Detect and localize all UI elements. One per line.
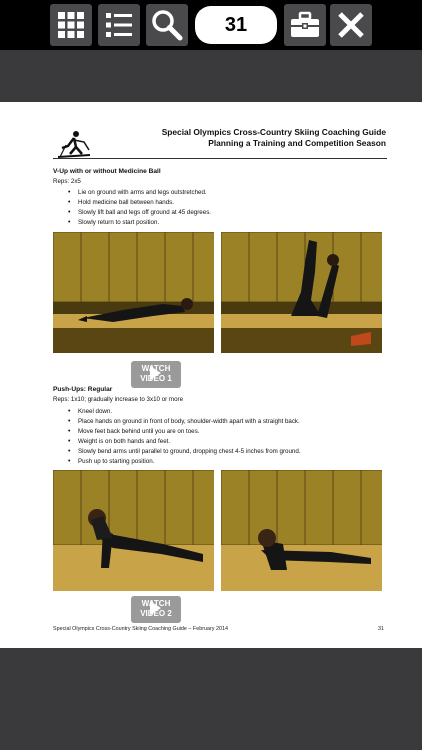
v-up-photo-2 <box>221 232 382 353</box>
page-footer-number: 31 <box>378 626 384 632</box>
search-icon <box>151 9 183 41</box>
watch-video-1-label-line2: VIDEO 1 <box>140 374 172 383</box>
watch-video-2-label-line2: VIDEO 2 <box>140 609 172 618</box>
page-number-field[interactable]: 31 <box>195 6 277 44</box>
grid-view-button[interactable] <box>50 4 92 46</box>
search-button[interactable] <box>146 4 188 46</box>
play-icon[interactable] <box>150 601 161 615</box>
list-item: • Slowly lift ball and legs off ground at 45 degrees. <box>68 208 211 218</box>
grid-icon <box>56 10 86 40</box>
push-up-photo-1 <box>53 470 214 591</box>
header-title: Special Olympics Cross-Country Skiing Coaching Guide <box>161 127 386 137</box>
section-reps-v-up: Reps: 2x5 <box>53 178 81 185</box>
list-item: • Weight is on both hands and feet. <box>68 437 301 447</box>
toolbox-icon <box>289 10 321 40</box>
top-band <box>0 50 422 102</box>
watch-video-2-label-line1: WATCH <box>141 599 171 608</box>
play-icon[interactable] <box>150 366 161 380</box>
list-item: • Slowly return to start position. <box>68 218 211 228</box>
list-item: • Place hands on ground in front of body, shoulder-width apart with a straight back. <box>68 417 301 427</box>
bottom-band <box>0 648 422 750</box>
close-icon <box>336 10 366 40</box>
list-item: • Slowly bend arms until parallel to ground, dropping chest 4-5 inches from ground. <box>68 447 301 457</box>
header-divider <box>53 158 387 159</box>
cross-country-skier-icon <box>56 130 92 160</box>
list-item: • Lie on ground with arms and legs outstretched. <box>68 188 211 198</box>
list-item: • Push up to starting position. <box>68 457 301 467</box>
section-reps-push-ups: Reps: 1x10; gradually increase to 3x10 or more <box>53 396 184 403</box>
header-subtitle: Planning a Training and Competition Season <box>208 138 386 148</box>
list-item: • Kneel down. <box>68 407 301 417</box>
list-item: • Move feet back behind until you are on toes. <box>68 427 301 437</box>
section-title-push-ups: Push-Ups: Regular <box>53 386 113 393</box>
contents-list-button[interactable] <box>98 4 140 46</box>
list-icon <box>104 10 134 40</box>
list-item: • Hold medicine ball between hands. <box>68 198 211 208</box>
watch-video-1-label-line1: WATCH <box>141 364 171 373</box>
bullet-list-push-ups <box>68 407 301 467</box>
toolbox-button[interactable] <box>284 4 326 46</box>
v-up-photo-1 <box>53 232 214 353</box>
page-footer-text: Special Olympics Cross-Country Skiing Coaching Guide – February 2014 <box>53 626 228 632</box>
push-up-photo-2 <box>221 470 382 591</box>
section-title-v-up: V-Up with or without Medicine Ball <box>53 168 161 175</box>
toolbar <box>0 0 422 50</box>
close-button[interactable] <box>330 4 372 46</box>
bullet-list-v-up <box>68 188 211 228</box>
document-page <box>0 102 422 648</box>
